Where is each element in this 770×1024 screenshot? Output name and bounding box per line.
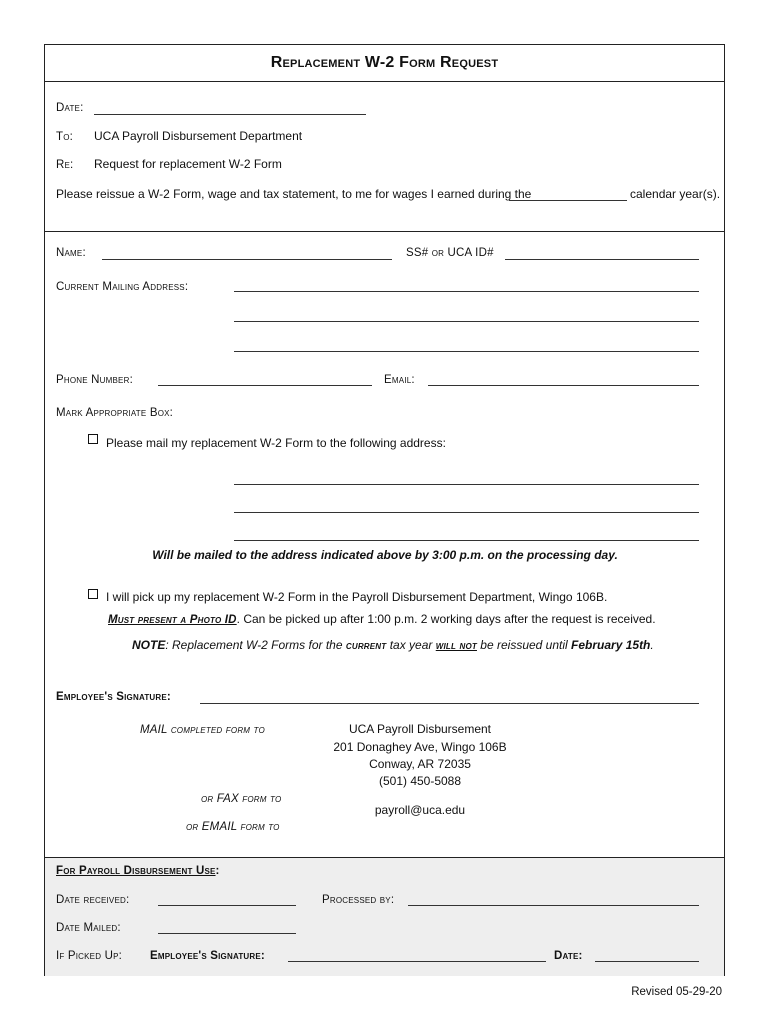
pickup-signature-label: Employee's Signature: [150, 950, 265, 962]
date-mailed-field[interactable] [158, 933, 296, 934]
note-text-b: tax year [386, 638, 436, 652]
mail-to-street: 201 Donaghey Ave, Wingo 106B [333, 740, 507, 754]
mail-to-label: MAIL completed form to [140, 724, 265, 736]
fax-number: (501) 450-5088 [378, 774, 462, 788]
re-value: Request for replacement W-2 Form [94, 157, 282, 171]
reissue-text: Please reissue a W-2 Form, wage and tax statement, to me for wages I earned during the [56, 187, 532, 201]
reissue-text-end: calendar year(s). [630, 187, 721, 201]
payroll-email[interactable]: payroll@uca.edu [374, 803, 466, 817]
email-form-label: or EMAIL form to [186, 821, 280, 833]
to-label: To: [56, 131, 74, 143]
mail-address-line-1[interactable] [234, 484, 699, 485]
re-label: Re: [56, 159, 74, 171]
address-line-3[interactable] [234, 351, 699, 352]
form-title: Replacement W-2 Form Request [270, 54, 499, 71]
mail-note: Will be mailed to the address indicated above by 3:00 p.m. on the processing day. [152, 548, 618, 562]
date-mailed-label: Date Mailed: [56, 922, 121, 934]
address-line-2[interactable] [234, 321, 699, 322]
revision-date: Revised 05-29-20 [631, 986, 722, 998]
mail-to-org: UCA Payroll Disbursement [348, 722, 492, 736]
mail-address-line-3[interactable] [234, 540, 699, 541]
if-picked-up-label: If Picked Up: [56, 950, 123, 962]
ssn-label: SS# or UCA ID# [406, 247, 494, 259]
section-divider [45, 231, 724, 232]
pickup-details [108, 612, 656, 627]
email-field[interactable] [428, 385, 699, 386]
pickup-date-label: Date: [554, 950, 583, 962]
date-received-field[interactable] [158, 905, 296, 906]
mail-option-checkbox[interactable] [88, 434, 98, 444]
note-will-not: will not [435, 640, 477, 652]
processed-by-label: Processed by: [322, 894, 395, 906]
pickup-signature-field[interactable] [288, 961, 546, 962]
mark-box-label: Mark Appropriate Box: [56, 407, 174, 419]
mail-to-city: Conway, AR 72035 [369, 757, 471, 771]
note-label: NOTE [132, 638, 166, 652]
note-text-a: : Replacement W-2 Forms for the [165, 638, 346, 652]
date-label: Date: [56, 102, 84, 114]
pickup-option-label: I will pick up my replacement W-2 Form in the Payroll Disbursement Department, Wingo 106B. [106, 590, 608, 604]
signature-label: Employee's Signature: [56, 691, 171, 703]
date-received-label: Date received: [56, 894, 130, 906]
email-label: Email: [384, 374, 415, 386]
payroll-use-heading-colon: : [215, 865, 220, 877]
mail-address-line-2[interactable] [234, 512, 699, 513]
address-line-1[interactable] [234, 291, 699, 292]
date-field[interactable] [94, 114, 366, 115]
note-date: February 15th [571, 638, 651, 652]
payroll-use-heading [56, 864, 220, 878]
year-field[interactable] [509, 200, 627, 201]
form-frame [44, 44, 725, 976]
name-label: Name: [56, 247, 86, 259]
fax-label: or FAX form to [201, 793, 282, 805]
pickup-option-checkbox[interactable] [88, 589, 98, 599]
signature-field[interactable] [200, 703, 699, 704]
payroll-use-heading-text: For Payroll Disbursement Use [56, 865, 216, 877]
to-value: UCA Payroll Disbursement Department [94, 129, 303, 143]
mail-option-label: Please mail my replacement W-2 Form to the following address: [106, 436, 446, 450]
note-text-c: be reissued until [476, 638, 572, 652]
pickup-time-text: . Can be picked up after 1:00 p.m. 2 working days after the request is received. [236, 612, 656, 626]
phone-field[interactable] [158, 385, 372, 386]
photo-id-requirement: Must present a Photo ID [108, 614, 237, 626]
title-band [45, 45, 724, 82]
pickup-date-field[interactable] [595, 961, 699, 962]
note-text-d: . [650, 638, 654, 652]
ssn-field[interactable] [505, 259, 699, 260]
pickup-note [132, 638, 654, 653]
name-field[interactable] [102, 259, 392, 260]
note-current: current [345, 640, 387, 652]
processed-by-field[interactable] [408, 905, 699, 906]
address-label: Current Mailing Address: [56, 281, 189, 293]
phone-label: Phone Number: [56, 374, 133, 386]
